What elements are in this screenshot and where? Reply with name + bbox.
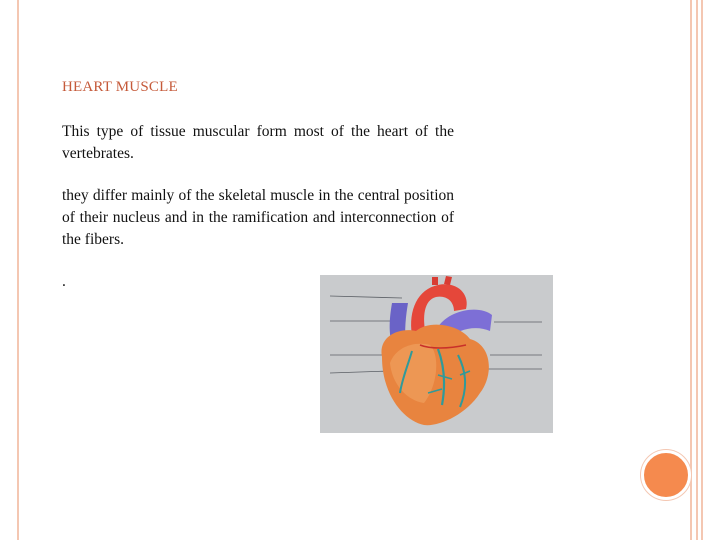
aortic-branches-shape [432,276,452,285]
heart-illustration [320,275,553,433]
slide-title: HEART MUSCLE [62,79,178,95]
heart-diagram-image [320,275,553,433]
paragraph-2: they differ mainly of the skeletal muscle in the central position of their nucleus and in the ramification and interconnection of the fibers. [62,187,454,248]
bullet-dot: . [62,273,66,290]
right-decorative-line-3 [701,0,703,540]
paragraph-1: This type of tissue muscular form most of the heart of the vertebrates. [62,123,454,162]
right-decorative-line-1 [690,0,692,540]
label-line-1 [330,296,402,298]
decorative-circle [641,450,691,500]
right-decorative-line-2 [696,0,698,540]
label-line-4 [330,371,390,373]
left-decorative-line [17,0,19,540]
